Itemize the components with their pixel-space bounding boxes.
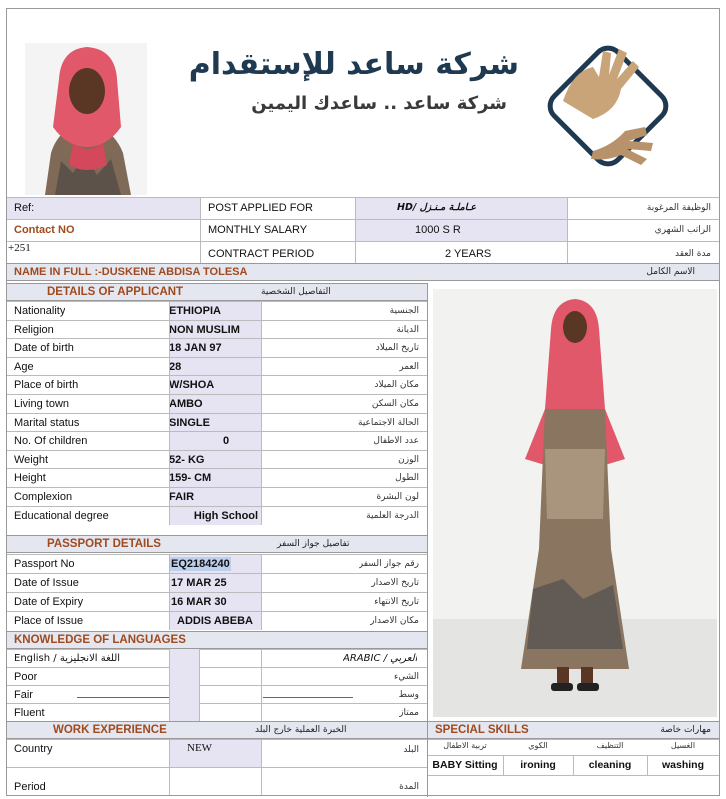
period-ar: المدة xyxy=(399,782,419,792)
detail-label: Complexion xyxy=(14,491,73,503)
passport-row xyxy=(7,554,427,573)
skills-header xyxy=(427,721,719,739)
period-row xyxy=(7,767,427,795)
languages-row-head xyxy=(7,649,427,667)
detail-ar: الوزن xyxy=(398,454,419,465)
passport-row xyxy=(7,592,427,611)
detail-value: 52- KG xyxy=(169,453,205,466)
salary-label: MONTHLY SALARY xyxy=(208,224,308,236)
language-level-ar: ممتاز xyxy=(399,708,419,718)
top-row-3 xyxy=(7,241,719,263)
country-ar: البلد xyxy=(403,745,419,755)
passport-ar: تاريخ الاصدار xyxy=(371,578,419,588)
detail-row xyxy=(7,413,427,432)
language-level-ar: الشيء xyxy=(393,672,419,682)
cv-sheet xyxy=(6,8,720,796)
name-row xyxy=(7,263,719,281)
detail-value: W/SHOA xyxy=(169,379,215,392)
company-name: شركة ساعد للإستقدام xyxy=(188,47,519,82)
full-name: NAME IN FULL :-DUSKENE ABDISA TOLESA xyxy=(14,266,248,278)
skill-ar-label: تربية الاطفال xyxy=(443,741,487,750)
skill-item: ironing xyxy=(520,759,556,771)
detail-row xyxy=(7,450,427,469)
top-row-2 xyxy=(7,219,719,241)
detail-label: Nationality xyxy=(14,305,66,317)
passport-row xyxy=(7,611,427,630)
detail-value: 159- CM xyxy=(169,472,212,485)
salary-value: 1000 S R xyxy=(415,224,461,236)
detail-row xyxy=(7,320,427,339)
detail-label: Marital status xyxy=(14,416,80,429)
passport-value: 16 MAR 30 xyxy=(171,596,227,608)
detail-value: NON MUSLIM xyxy=(169,323,240,336)
country-label: Country xyxy=(14,743,53,755)
detail-row xyxy=(7,301,427,320)
detail-row xyxy=(7,338,427,357)
detail-value: FAIR xyxy=(169,491,195,503)
details-title-ar: التفاصيل الشخصية xyxy=(261,287,331,297)
contract-value: 2 YEARS xyxy=(445,248,492,260)
header xyxy=(7,9,719,197)
experience-header xyxy=(7,721,427,739)
details-header xyxy=(7,283,427,301)
detail-row xyxy=(7,431,427,450)
arabic-label: ARABIC / العربي xyxy=(343,653,418,664)
detail-ar: الحالة الاجتماعية xyxy=(358,417,419,428)
contract-ar: مدة العقد xyxy=(675,249,711,259)
full-body-photo xyxy=(433,289,717,717)
skill-ar-label: الكوي xyxy=(528,741,548,750)
ref-cell xyxy=(7,198,200,219)
detail-ar: مكان الميلاد xyxy=(374,380,419,391)
detail-label: Weight xyxy=(14,453,49,466)
detail-label: Educational degree xyxy=(14,509,109,522)
skill-ar-label: التنظيف xyxy=(596,741,624,750)
language-level-label: Fair xyxy=(14,689,33,701)
detail-value: ETHIOPIA xyxy=(169,305,221,317)
detail-label: Place of birth xyxy=(14,379,79,392)
detail-row xyxy=(7,487,427,506)
passport-value: 17 MAR 25 xyxy=(171,577,227,589)
contact-label: Contact NO xyxy=(14,224,75,236)
language-level-label: Poor xyxy=(14,671,38,683)
detail-value: 0 xyxy=(222,435,230,448)
country-row xyxy=(7,739,427,767)
passport-label: Place of Issue xyxy=(14,615,84,627)
company-logo xyxy=(533,31,683,181)
details-title: DETAILS OF APPLICANT xyxy=(47,286,184,298)
passport-row xyxy=(7,573,427,592)
languages-header xyxy=(7,631,427,649)
passport-ar: مكان الاصدار xyxy=(370,616,419,626)
languages-title: KNOWLEDGE OF LANGUAGES xyxy=(14,634,186,646)
detail-ar: الديانة xyxy=(396,324,419,335)
skills-title-ar: مهارات خاصة xyxy=(660,725,711,735)
detail-value: 28 xyxy=(169,360,182,373)
detail-row xyxy=(7,357,427,376)
english-label: English / اللغة الانجليزية xyxy=(14,653,121,664)
country-value: NEW xyxy=(187,742,213,754)
post-label: POST APPLIED FOR xyxy=(208,202,313,214)
skills-title: SPECIAL SKILLS xyxy=(435,724,529,736)
language-level-label: Fluent xyxy=(14,707,45,719)
post-value: HD/ عـاملـة مـنـزل xyxy=(397,202,477,213)
experience-title-ar: الخبرة العملية خارج البلد xyxy=(255,725,347,735)
detail-row xyxy=(7,375,427,394)
top-row-1 xyxy=(7,197,719,219)
detail-row xyxy=(7,468,427,487)
full-name-ar: الاسم الكامل xyxy=(646,267,695,277)
detail-label: Date of birth xyxy=(14,342,74,355)
detail-value: 18 JAN 97 xyxy=(169,342,222,355)
post-ar: الوظيفة المرغوبة xyxy=(646,203,711,213)
salary-value-cell xyxy=(355,220,567,241)
detail-label: Religion xyxy=(14,323,54,336)
skill-item: cleaning xyxy=(588,759,632,771)
detail-label: Age xyxy=(14,360,34,373)
detail-ar: الدرجة العلمية xyxy=(366,510,419,521)
skill-item: washing xyxy=(661,759,704,771)
contract-label: CONTRACT PERIOD xyxy=(208,248,315,260)
detail-row xyxy=(7,506,427,525)
language-level-row xyxy=(7,703,427,721)
detail-ar: مكان السكن xyxy=(371,399,419,409)
salary-ar: الراتب الشهري xyxy=(654,225,711,235)
detail-ar: الطول xyxy=(395,473,419,484)
passport-header xyxy=(7,535,427,553)
passport-title: PASSPORT DETAILS xyxy=(47,538,161,550)
detail-value: AMBO xyxy=(169,398,203,410)
detail-ar: عدد الاطفال xyxy=(373,436,419,447)
skill-item: BABY Sitting xyxy=(432,759,498,771)
detail-ar: لون البشرة xyxy=(376,492,419,502)
detail-ar: العمر xyxy=(399,361,419,372)
experience-title: WORK EXPERIENCE xyxy=(53,724,167,736)
passport-value: ADDIS ABEBA xyxy=(177,615,253,627)
passport-label: Passport No xyxy=(14,558,75,570)
detail-row xyxy=(7,394,427,413)
period-label: Period xyxy=(14,781,46,793)
passport-title-ar: تفاصيل جواز السفر xyxy=(277,539,350,549)
detail-value: High School xyxy=(193,509,259,522)
passport-ar: رقم جواز السفر xyxy=(358,559,419,569)
company-slogan: شركة ساعد .. ساعدك اليمين xyxy=(251,93,507,114)
phone-prefix: +251 xyxy=(8,242,31,254)
detail-label: Height xyxy=(14,472,46,485)
passport-label: Date of Issue xyxy=(14,577,79,589)
portrait-photo xyxy=(25,43,147,195)
passport-label: Date of Expiry xyxy=(14,596,84,608)
detail-ar: تاريخ الميلاد xyxy=(375,343,419,354)
passport-ar: تاريخ الانتهاء xyxy=(374,597,419,607)
language-level-row xyxy=(7,667,427,685)
skill-ar-label: الغسيل xyxy=(670,741,696,750)
language-level-row xyxy=(7,685,427,703)
detail-ar: الجنسية xyxy=(389,306,419,316)
language-level-ar: وسط xyxy=(398,690,419,700)
detail-label: No. Of children xyxy=(14,435,88,448)
passport-value: EQ2184240 xyxy=(171,558,230,570)
detail-label: Living town xyxy=(14,398,70,410)
ref-label: Ref: xyxy=(14,202,35,214)
detail-value: SINGLE xyxy=(169,416,210,429)
